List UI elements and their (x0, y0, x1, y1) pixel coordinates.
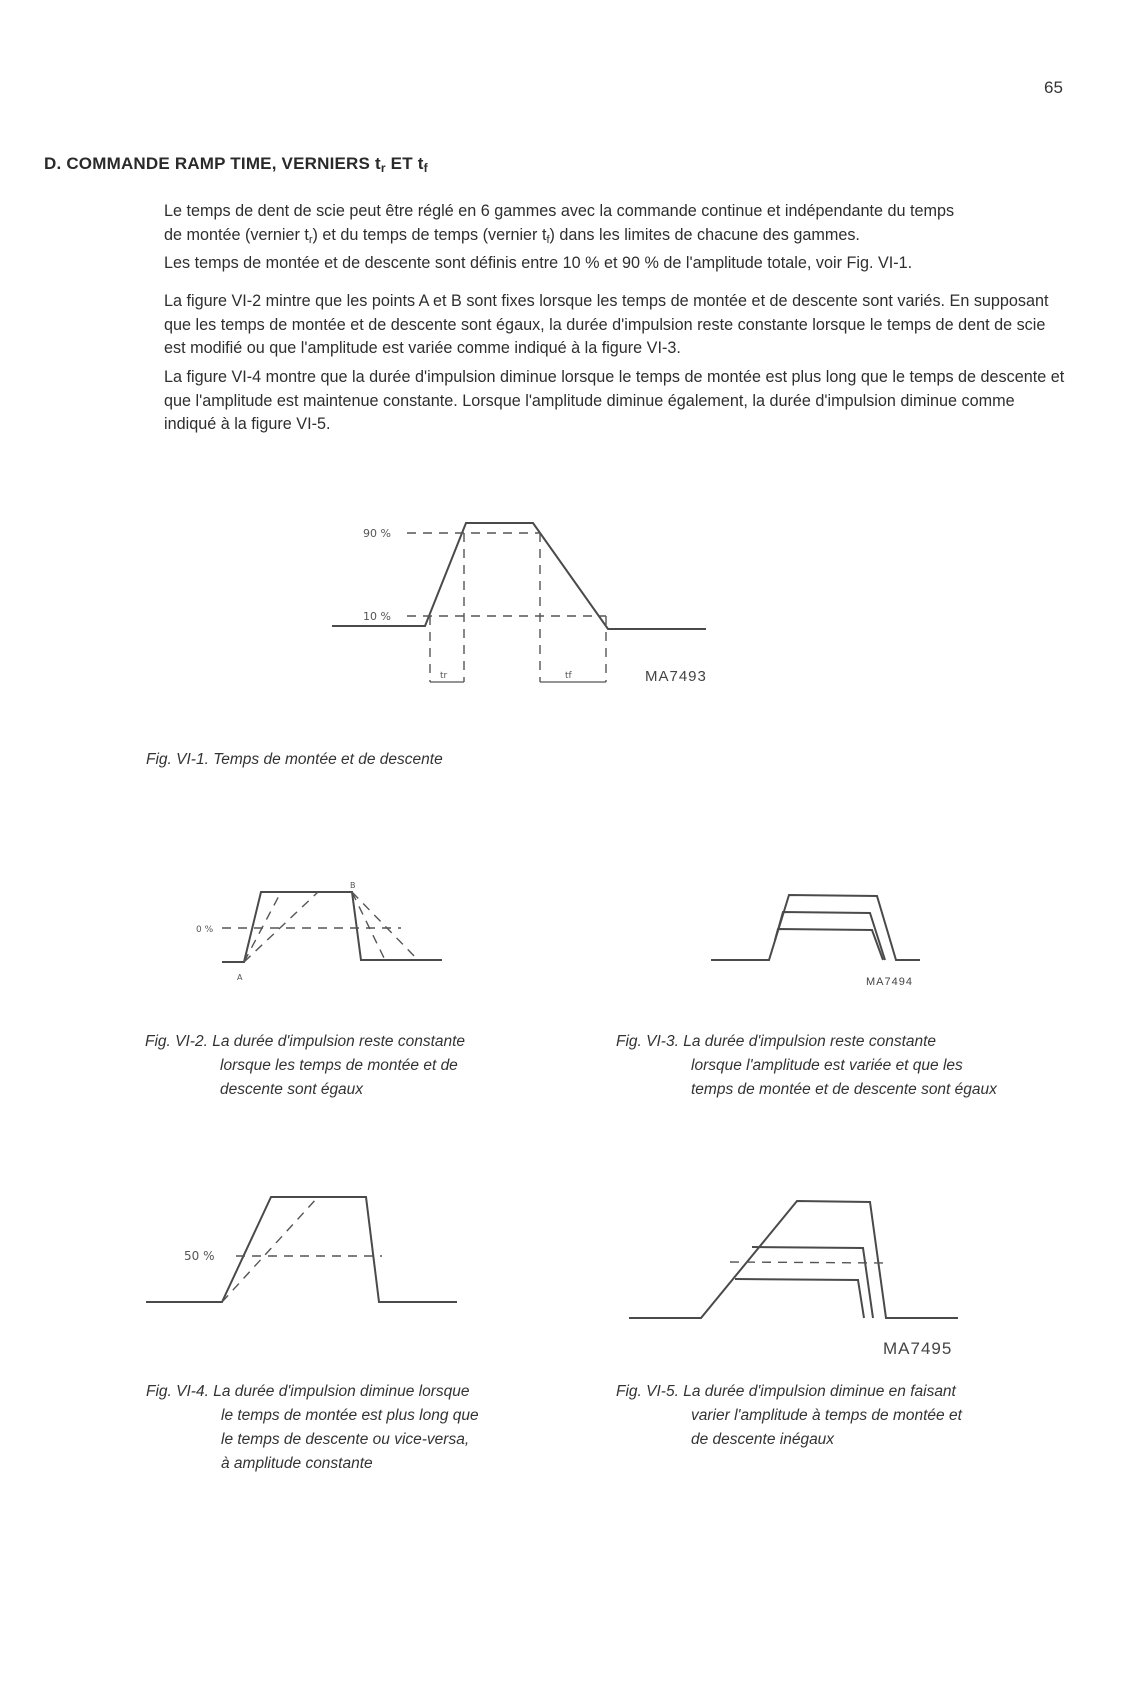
pulse-small (735, 1279, 864, 1318)
caption-label: Fig. VI-1. (146, 751, 209, 768)
caption-text: lorsque les temps de montée et de (220, 1057, 458, 1074)
alt-rise-2 (244, 892, 318, 962)
subscript-r: r (308, 233, 313, 246)
caption-text: varier l'amplitude à temps de montée et (691, 1407, 962, 1424)
caption-label: Fig. VI-4. (146, 1383, 209, 1400)
pulse-small (775, 929, 883, 960)
figure-code-ma7493: MA7493 (645, 668, 707, 685)
text-fragment: de montée (vernier t (164, 225, 309, 244)
pulse-medium (778, 912, 885, 960)
caption-text: de descente inégaux (691, 1431, 835, 1448)
caption-fig-vi-5 (616, 1380, 1076, 1452)
caption-fig-vi-2 (145, 1030, 565, 1102)
caption-text: temps de montée et de descente sont égaux (691, 1081, 997, 1098)
caption-fig-vi-4 (146, 1380, 566, 1476)
caption-text: Temps de montée et de descente (213, 751, 443, 768)
alt-rise (222, 1197, 318, 1302)
label-10: 10 % (363, 610, 391, 623)
subscript-f: f (546, 233, 550, 246)
figure-vi-5-diagram (629, 1201, 958, 1318)
pulse-medium (752, 1247, 873, 1318)
heading-prefix: D. COMMANDE RAMP TIME, VERNIERS t (44, 154, 381, 173)
figure-vi-1-diagram (332, 523, 706, 682)
text-fragment: ) et du temps de temps (vernier t (312, 225, 547, 244)
figure-vi-3-diagram (711, 895, 920, 960)
caption-label: Fig. VI-5. (616, 1383, 679, 1400)
label-tr: tr (440, 671, 448, 681)
alt-fall-2 (352, 892, 418, 960)
page-number: 65 (1044, 78, 1063, 97)
50-percent-line (730, 1262, 888, 1263)
label-tf: tf (565, 671, 572, 681)
text-fragment: ) dans les limites de chacune des gammes. (549, 225, 860, 244)
alt-rise-1 (244, 892, 281, 962)
caption-text: La durée d'impulsion diminue en faisant (683, 1383, 956, 1400)
paragraph-points-fixed: La figure VI-2 mintre que les points A et B sont fixes lorsque les temps de montée et de descente sont variés. En supposant que les temps de montée et de descente sont égaux, la durée d'impulsion reste constante lorsque le temps de dent de scie est modifié ou que l'amplitude est variée comme indiqué à la figure VI-3. (164, 292, 1049, 357)
heading-sub-r: r (380, 161, 386, 175)
paragraph-line: Le temps de dent de scie peut être réglé en 6 gammes avec la commande continue et indépendante du temps (164, 202, 955, 220)
pulse-large (629, 1201, 958, 1318)
paragraph-pulse-duration: La figure VI-4 montre que la durée d'impulsion diminue lorsque le temps de montée est plus long que le temps de descente et que l'amplitude est maintenue constante. Lorsque l'amplitude diminue également, la durée d'impulsion diminue comme indiqué à la figure VI-5. (164, 368, 1065, 433)
point-b-label: B (350, 881, 356, 890)
figure-vi-4-diagram (146, 1197, 457, 1302)
figure-code-ma7495: MA7495 (883, 1339, 953, 1358)
label-50: 50 % (184, 1249, 215, 1263)
caption-text: La durée d'impulsion reste constante (683, 1033, 937, 1050)
caption-label: Fig. VI-3. (616, 1033, 679, 1050)
caption-text: descente sont égaux (220, 1081, 364, 1098)
figure-code-ma7494: MA7494 (866, 976, 913, 988)
caption-text: le temps de descente ou vice-versa, (221, 1431, 470, 1448)
figure-vi-2-diagram (196, 881, 442, 982)
caption-text: lorsque l'amplitude est variée et que les (691, 1057, 963, 1074)
caption-fig-vi-3 (616, 1030, 1076, 1102)
caption-text: La durée d'impulsion diminue lorsque (213, 1383, 470, 1400)
heading-sub-f: f (423, 161, 428, 175)
caption-text: à amplitude constante (221, 1455, 373, 1472)
paragraph-line: Les temps de montée et de descente sont définis entre 10 % et 90 % de l'amplitude totale, voir Fig. VI-1. (164, 254, 913, 272)
caption-fig-vi-1 (146, 748, 443, 772)
point-a-label: A (237, 973, 243, 982)
caption-text: le temps de montée est plus long que (221, 1407, 479, 1424)
label-90: 90 % (363, 527, 391, 540)
caption-label: Fig. VI-2. (145, 1033, 208, 1050)
heading-mid: ET t (385, 154, 424, 173)
label-0: 0 % (196, 925, 214, 935)
caption-text: La durée d'impulsion reste constante (212, 1033, 466, 1050)
pulse-large (711, 895, 920, 960)
